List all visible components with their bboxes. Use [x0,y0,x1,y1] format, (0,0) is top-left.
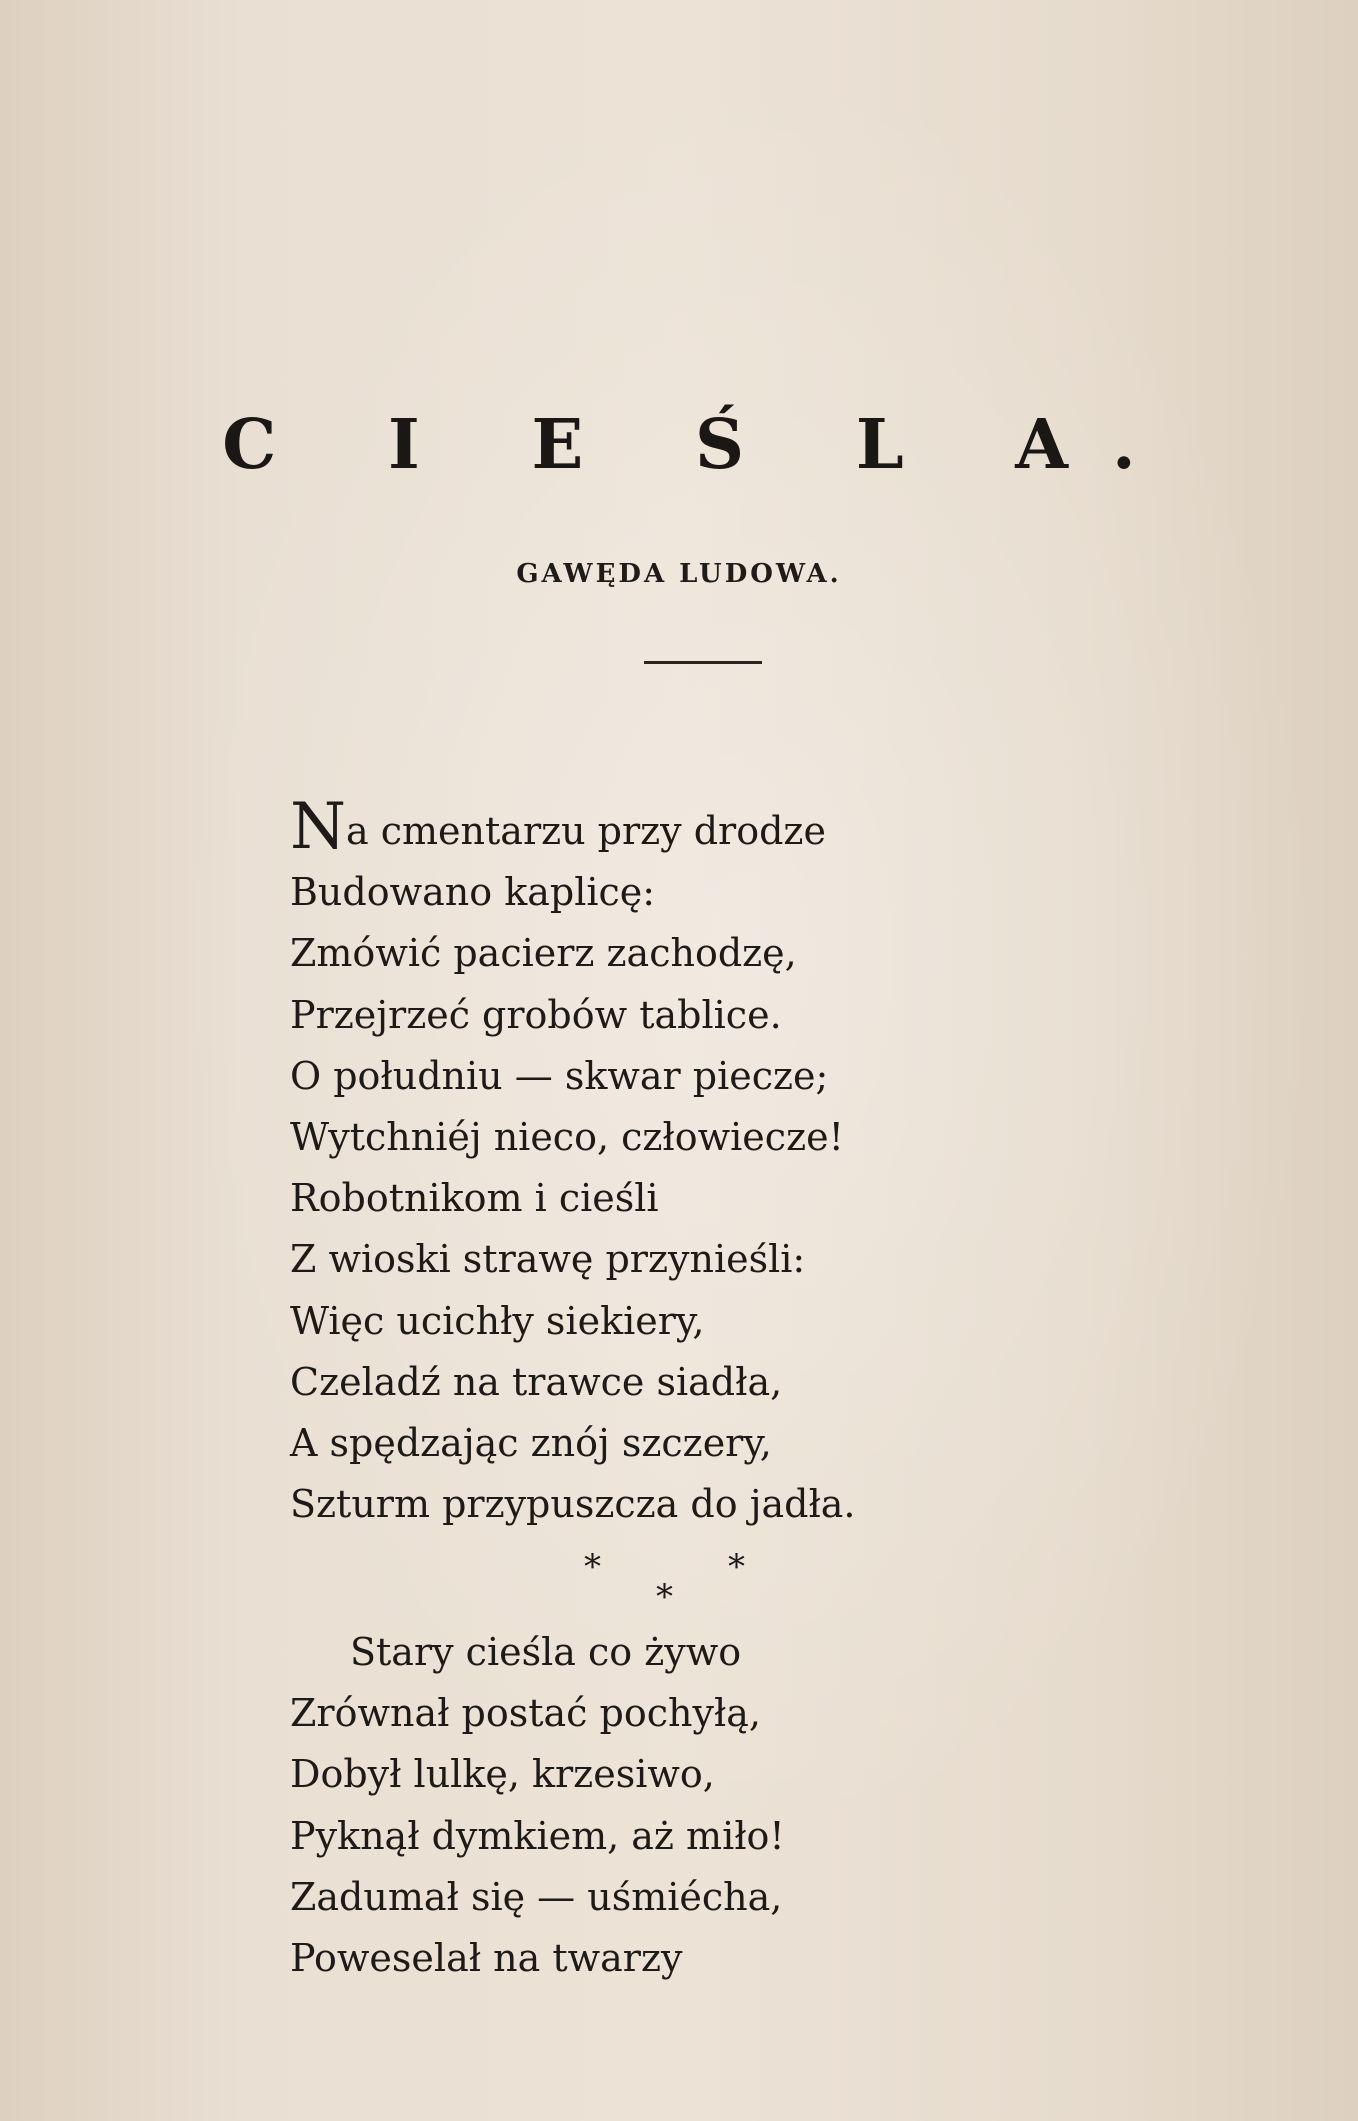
poem-line: Zrównał postać pochyłą, [290,1691,761,1736]
poem-line: Wytchniéj nieco, człowiecze! [290,1114,844,1159]
poem-line: Przejrzeć grobów tablice. [290,992,782,1037]
poem-line: A spędzając znój szczery, [290,1420,772,1465]
poem-line: Czeladź na trawce siadła, [290,1359,783,1404]
poem-title: C I E Ś L A. [222,405,1180,485]
poem-line: Zmówić pacierz zachodzę, [290,931,797,976]
asterism-star: * [728,1547,745,1587]
poem-line: Poweselał na twarzy [290,1935,683,1980]
drop-cap: N [290,790,346,864]
poem-line: Z wioski strawę przynieśli: [290,1237,806,1282]
asterism-star: * [584,1547,601,1587]
poem-line: Dobył lulkę, krzesiwo, [290,1752,715,1797]
poem-line: Robotnikom i cieśli [290,1176,659,1221]
poem-line: Szturm przypuszcza do jadła. [290,1482,856,1527]
poem-line [290,790,856,864]
poem-line: Stary cieśla co żywo [350,1630,742,1674]
poem-line: O południu — skwar piecze; [290,1053,829,1098]
stanza-2 [290,1622,785,1989]
poem-line: Więc ucichły siekiery, [290,1298,705,1343]
title-divider [644,661,762,664]
poem-subtitle: GAWĘDA LUDOWA. [516,559,842,589]
poem-line: Budowano kaplicę: [290,870,656,915]
stanza-1 [290,790,856,1535]
first-line-text: a cmentarzu przy drodze [346,809,826,853]
asterism-star: * [656,1577,673,1617]
poem-line: Pyknął dymkiem, aż miło! [290,1813,785,1858]
poem-line: Zadumał się — uśmiécha, [290,1874,783,1919]
